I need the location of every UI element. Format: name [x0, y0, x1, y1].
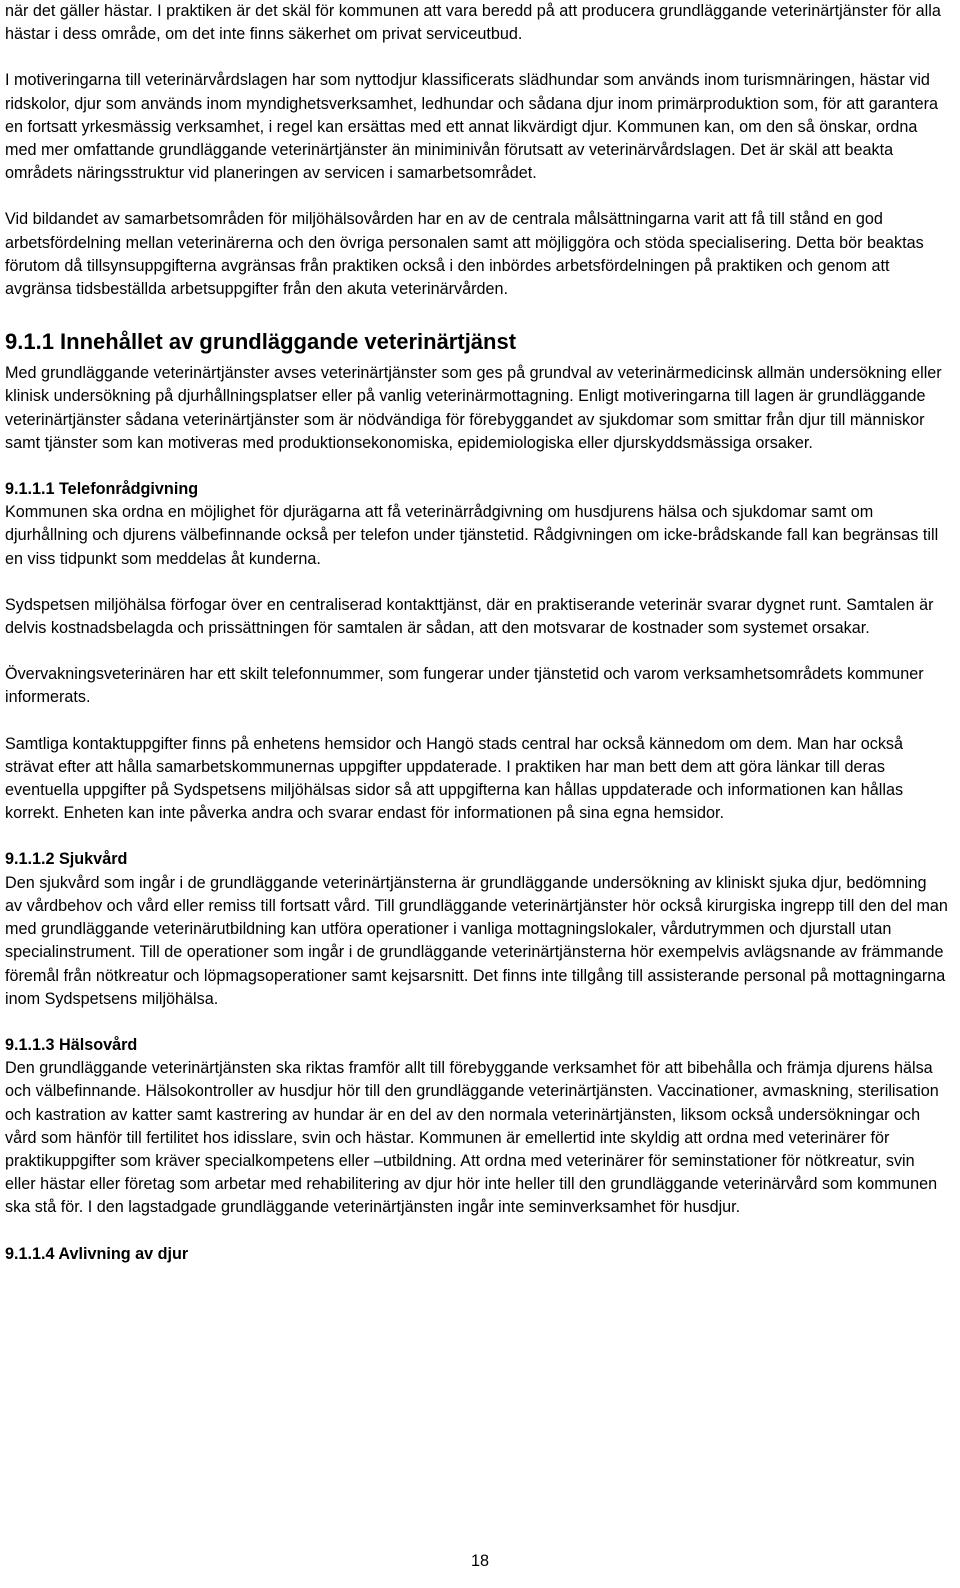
- paragraph-motiveringarna: I motiveringarna till veterinärvårdslagen har som nyttodjur klassificerats slädhundar som används inom turismnäringen, hästar vid ridskolor, djur som används inom myndighetsverksamhet, ledhundar och sådana djur inom primärproduktion som, för att garantera en fortsatt yrkesmässig verksamhet, i regel kan ersättas med ett annat likvärdigt djur. Kommunen kan, om den så önskar, ordna med mer omfattande grundläggande veterinärtjänster än miniminivån förutsatt av veterinärvårdslagen. Det är skäl att beakta områdets näringsstruktur vid planeringen av servicen i samarbetsområdet.: [5, 71, 939, 183]
- paragraph-9-1-1-1-d: Samtliga kontaktuppgifter finns på enhetens hemsidor och Hangö stads central har också kännedom om dem. Man har också strävat efter att hålla samarbetskommunernas uppgifter uppdaterade. I praktiken har man bett dem att göra länkar till deras eventuella uppgifter på Sydspetsens miljöhälsas sidor så att uppgifterna kan hållas uppdaterade och informationen kan hållas korrekt. Enheten kan inte påverka andra och svarar endast för informationen på sina egna hemsidor.: [5, 734, 904, 823]
- spacer: [5, 710, 948, 733]
- paragraph-bildandet: Vid bildandet av samarbetsområden för miljöhälsovården har en av de centrala målsättningarna varit att få till stånd en god arbetsfördelning mellan veterinärerna och den övriga personalen samt att möjliggöra och stöda specialisering. Detta bör beaktas förutom då tillsynsuppgifterna avgränsas från praktiken också i den inbördes arbetsfördelningen på praktiken och genom att avgränsa tidsbeställda arbetsuppgifter från den akuta veterinärvården.: [5, 210, 924, 299]
- spacer: [5, 1220, 948, 1243]
- document-page: [5, 0, 948, 1266]
- spacer: [5, 640, 948, 663]
- spacer: [5, 1011, 948, 1034]
- paragraph-9-1-1: Med grundläggande veterinärtjänster avses veterinärtjänster som ges på grundval av veterinärmedicinsk allmän undersökning eller klinisk undersökning på djurhållningsplatser eller på vanlig veterinärmottagning. Enligt motiveringarna till lagen är grundläggande veterinärtjänster sådana veterinärtjänster som är nödvändiga för förebyggandet av sjukdomar som smittar från djur till människor samt tjänster som kan motiveras med produktionsekonomiska, epidemiologiska eller djurskyddsmässiga orsaker.: [5, 364, 942, 452]
- spacer: [5, 825, 948, 848]
- paragraph-9-1-1-1-c: Övervakningsveterinären har ett skilt telefonnummer, som fungerar under tjänstetid och varom verksamhetsområdets kommuner informerats.: [5, 665, 924, 707]
- heading-9-1-1-2: 9.1.1.2 Sjukvård: [5, 850, 128, 869]
- heading-9-1-1-1: 9.1.1.1 Telefonrådgivning: [5, 480, 199, 499]
- spacer: [5, 185, 948, 208]
- paragraph-9-1-1-2: Den sjukvård som ingår i de grundläggande veterinärtjänsterna är grundläggande undersökning av kliniskt sjuka djur, bedömning av vårdbehov och vård eller remiss till fortsatt vård. Till grundläggande veterinärtjänster hör också kirurgiska ingrepp till den del man med grundläggande veterinärutbildning kan utföra operationer i vanliga mottagningslokaler, vårdutrymmen och djurstall utan specialinstrument. Till de operationer som ingår i de grundläggande veterinärtjänsterna hör exempelvis avlägsnande av främmande föremål från nötkreatur och löpmagsoperationer samt kejsarsnitt. Det finns inte tillgång till assisterande personal på mottagningarna inom Sydspetsens miljöhälsa.: [5, 873, 948, 1008]
- paragraph-intro: när det gäller hästar. I praktiken är det skäl för kommunen att vara beredd på att producera grundläggande veterinärtjänster för alla hästar i dess område, om det inte finns säkerhet om privat serviceutbud.: [5, 2, 941, 44]
- spacer: [5, 46, 948, 69]
- spacer: [5, 455, 948, 478]
- paragraph-9-1-1-3: Den grundläggande veterinärtjänsten ska riktas framför allt till förebyggande verksamhet för att bibehålla och främja djurens hälsa och välbefinnande. Hälsokontroller av husdjur hör till den grundläggande veterinärtjänsten. Vaccinationer, avmaskning, sterilisation och kastration av katter samt kastrering av hundar är en del av den normala veterinärtjänsten, liksom också undersökningar och vård som hänför till fertilitet hos idisslare, svin och hästar. Kommunen är emellertid inte skyldig att ordna med veterinärer för praktikuppgifter som kräver specialkompetens eller –utbildning. Att ordna med veterinärer för seminstationer för nötkreatur, svin eller hästar eller företag som arbetar med rehabilitering av djur hör inte heller till den grundläggande veterinärvård som kommunen ska stå för. I den lagstadgade grundläggande veterinärtjänsten ingår inte seminverksamhet för husdjur.: [5, 1059, 939, 1217]
- paragraph-9-1-1-1-b: Sydspetsen miljöhälsa förfogar över en centraliserad kontakttjänst, där en praktiserande veterinär svarar dygnet runt. Samtalen är delvis kostnadsbelagda och prissättningen för samtalen är sådan, att den motsvarar de kostnader som systemet orsakar.: [5, 595, 934, 638]
- spacer: [5, 571, 948, 594]
- heading-9-1-1-4: 9.1.1.4 Avlivning av djur: [5, 1244, 189, 1263]
- spacer: [5, 301, 948, 324]
- heading-9-1-1-3: 9.1.1.3 Hälsovård: [5, 1035, 138, 1054]
- paragraph-9-1-1-1-a: Kommunen ska ordna en möjlighet för djurägarna att få veterinärrådgivning om husdjurens hälsa och sjukdomar samt om djurhållning och djurens välbefinnande också per telefon under tjänstetid. Rådgivningen om icke-brådskande fall kan begränsas till en viss tidpunkt som meddelas åt kunderna.: [5, 503, 939, 568]
- heading-9-1-1: 9.1.1 Innehållet av grundläggande veterinärtjänst: [5, 329, 517, 355]
- page-number: 18: [470, 1552, 489, 1570]
